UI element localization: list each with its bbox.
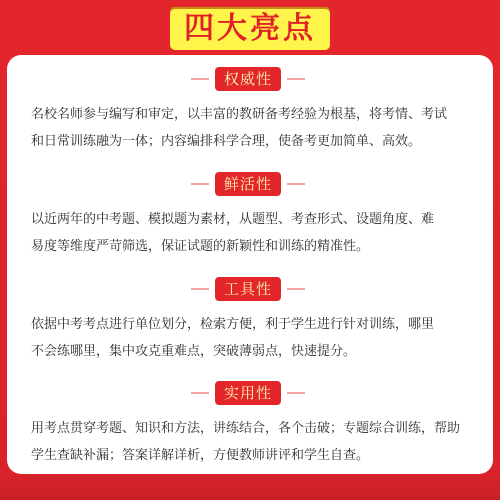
section-text — [31, 206, 481, 260]
section-text-line: 用考点贯穿考题、知识和方法，讲练结合，各个击破；专题综合训练，帮助 — [31, 421, 461, 436]
section-text-line: 学生查缺补漏；答案详解详析，方便教师讲评和学生自查。 — [31, 448, 370, 463]
section-text-line: 以近两年的中考题、模拟题为素材，从题型、考查形式、设题角度、难 — [31, 212, 435, 227]
section-tag: 实用性 — [215, 381, 281, 405]
title-banner — [170, 7, 330, 50]
section-text — [31, 101, 481, 155]
section-tag: 鲜活性 — [215, 172, 281, 196]
section-text-line: 和日常训练融为一体；内容编排科学合理，使备考更加简单、高效。 — [31, 134, 422, 149]
section-text — [31, 415, 481, 469]
section-text-line: 不会练哪里，集中攻克重难点，突破薄弱点，快速提分。 — [31, 344, 357, 359]
section-tag: 工具性 — [215, 277, 281, 301]
highlights-panel — [7, 55, 493, 474]
bottom-border — [0, 476, 500, 500]
section-text-line: 依据中考考点进行单位划分，检索方便，利于学生进行针对训练，哪里 — [31, 317, 435, 332]
page-title: 四大亮点 — [184, 11, 316, 46]
section-text-line: 易度等维度严苛筛选，保证试题的新颖性和训练的精准性。 — [31, 239, 370, 254]
section-tag: 权威性 — [215, 67, 281, 91]
section-text-line: 名校名师参与编写和审定，以丰富的教研备考经验为根基，将考情、考试 — [31, 107, 448, 122]
section-text — [31, 311, 481, 365]
